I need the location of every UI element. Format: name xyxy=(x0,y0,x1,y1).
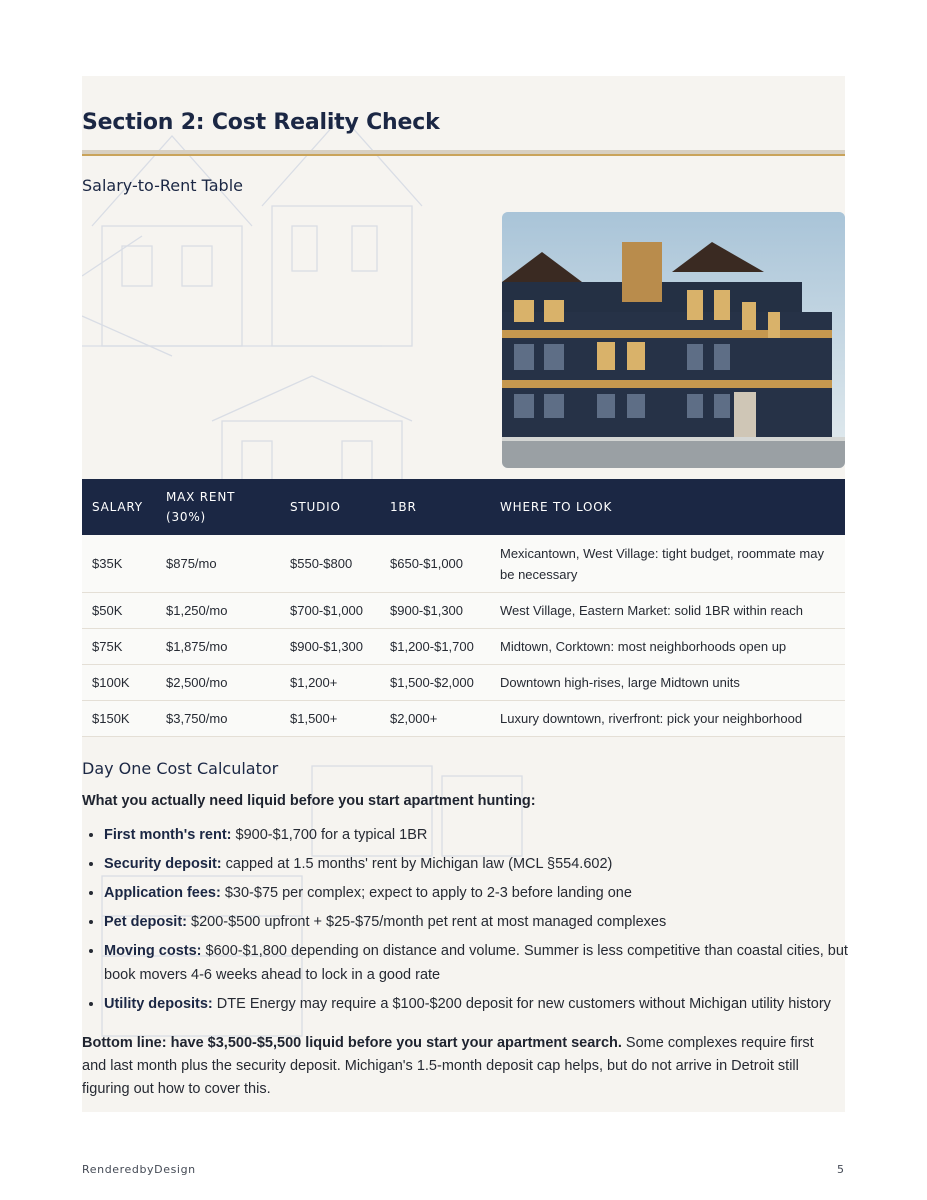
table-header-row xyxy=(82,479,845,535)
item-text: $600-$1,800 depending on distance and volume. Summer is less competitive than coastal cities, but book movers 4-6 weeks ahead to lock in a good rate xyxy=(104,943,848,983)
cell-1br: $1,200-$1,700 xyxy=(380,629,490,665)
item-label: Utility deposits: xyxy=(104,996,213,1012)
cell-1br: $2,000+ xyxy=(380,701,490,737)
cell-salary: $35K xyxy=(82,535,156,593)
cell-where-to-look: Luxury downtown, riverfront: pick your neighborhood xyxy=(490,701,845,737)
cell-studio: $1,500+ xyxy=(280,701,380,737)
header-max-rent: MAX RENT (30%) xyxy=(156,479,280,535)
cell-where-to-look: Midtown, Corktown: most neighborhoods open up xyxy=(490,629,845,665)
title-divider xyxy=(82,150,845,156)
cell-1br: $900-$1,300 xyxy=(380,593,490,629)
page-number: 5 xyxy=(837,1163,844,1176)
cell-studio: $550-$800 xyxy=(280,535,380,593)
list-item xyxy=(104,823,849,847)
footer-brand: RenderedbyDesign xyxy=(82,1163,196,1176)
item-text: DTE Energy may require a $100-$200 deposit for new customers without Michigan utility history xyxy=(212,996,831,1012)
salary-to-rent-table xyxy=(82,479,845,737)
table-row xyxy=(82,535,845,593)
cell-max-rent: $1,875/mo xyxy=(156,629,280,665)
table-row xyxy=(82,701,845,737)
bottom-line-text: Some complexes require first and last month plus the security deposit. Michigan's 1.5-month deposit cap helps, but do not arrive in Detroit still figuring out how to cover this. xyxy=(82,1035,814,1097)
cell-1br: $1,500-$2,000 xyxy=(380,665,490,701)
calculator-title: Day One Cost Calculator xyxy=(82,759,279,778)
item-label: First month's rent: xyxy=(104,827,232,843)
cell-max-rent: $3,750/mo xyxy=(156,701,280,737)
list-item xyxy=(104,939,849,987)
cell-salary: $50K xyxy=(82,593,156,629)
calculator-lead: What you actually need liquid before you start apartment hunting: xyxy=(82,793,536,809)
cell-where-to-look: Downtown high-rises, large Midtown units xyxy=(490,665,845,701)
list-item xyxy=(104,852,849,876)
cell-1br: $650-$1,000 xyxy=(380,535,490,593)
item-text: capped at 1.5 months' rent by Michigan law (MCL §554.602) xyxy=(221,856,613,872)
list-item xyxy=(104,992,849,1016)
cost-list xyxy=(82,823,849,1021)
item-text: $900-$1,700 for a typical 1BR xyxy=(231,827,428,843)
item-label: Security deposit: xyxy=(104,856,222,872)
building-photo xyxy=(502,212,845,468)
table-title: Salary-to-Rent Table xyxy=(82,176,243,195)
header-studio: STUDIO xyxy=(280,479,380,535)
cell-max-rent: $2,500/mo xyxy=(156,665,280,701)
list-item xyxy=(104,910,849,934)
item-label: Application fees: xyxy=(104,885,221,901)
table-row xyxy=(82,629,845,665)
header-where-to-look: WHERE TO LOOK xyxy=(490,479,845,535)
cell-studio: $900-$1,300 xyxy=(280,629,380,665)
cell-max-rent: $1,250/mo xyxy=(156,593,280,629)
list-item xyxy=(104,881,849,905)
section-title: Section 2: Cost Reality Check xyxy=(82,110,440,135)
header-1br: 1BR xyxy=(380,479,490,535)
table-row xyxy=(82,593,845,629)
bottom-line-bold: Bottom line: have $3,500-$5,500 liquid before you start your apartment search. xyxy=(82,1035,622,1051)
cell-studio: $700-$1,000 xyxy=(280,593,380,629)
item-text: $30-$75 per complex; expect to apply to 2-3 before landing one xyxy=(220,885,632,901)
cell-where-to-look: Mexicantown, West Village: tight budget, roommate may be necessary xyxy=(490,535,845,593)
item-label: Moving costs: xyxy=(104,943,202,959)
header-salary: SALARY xyxy=(82,479,156,535)
cell-salary: $150K xyxy=(82,701,156,737)
cell-max-rent: $875/mo xyxy=(156,535,280,593)
cell-studio: $1,200+ xyxy=(280,665,380,701)
item-text: $200-$500 upfront + $25-$75/month pet rent at most managed complexes xyxy=(186,914,667,930)
cell-salary: $100K xyxy=(82,665,156,701)
cell-where-to-look: West Village, Eastern Market: solid 1BR within reach xyxy=(490,593,845,629)
item-label: Pet deposit: xyxy=(104,914,187,930)
table-row xyxy=(82,665,845,701)
cell-salary: $75K xyxy=(82,629,156,665)
bottom-line-paragraph xyxy=(82,1032,827,1101)
